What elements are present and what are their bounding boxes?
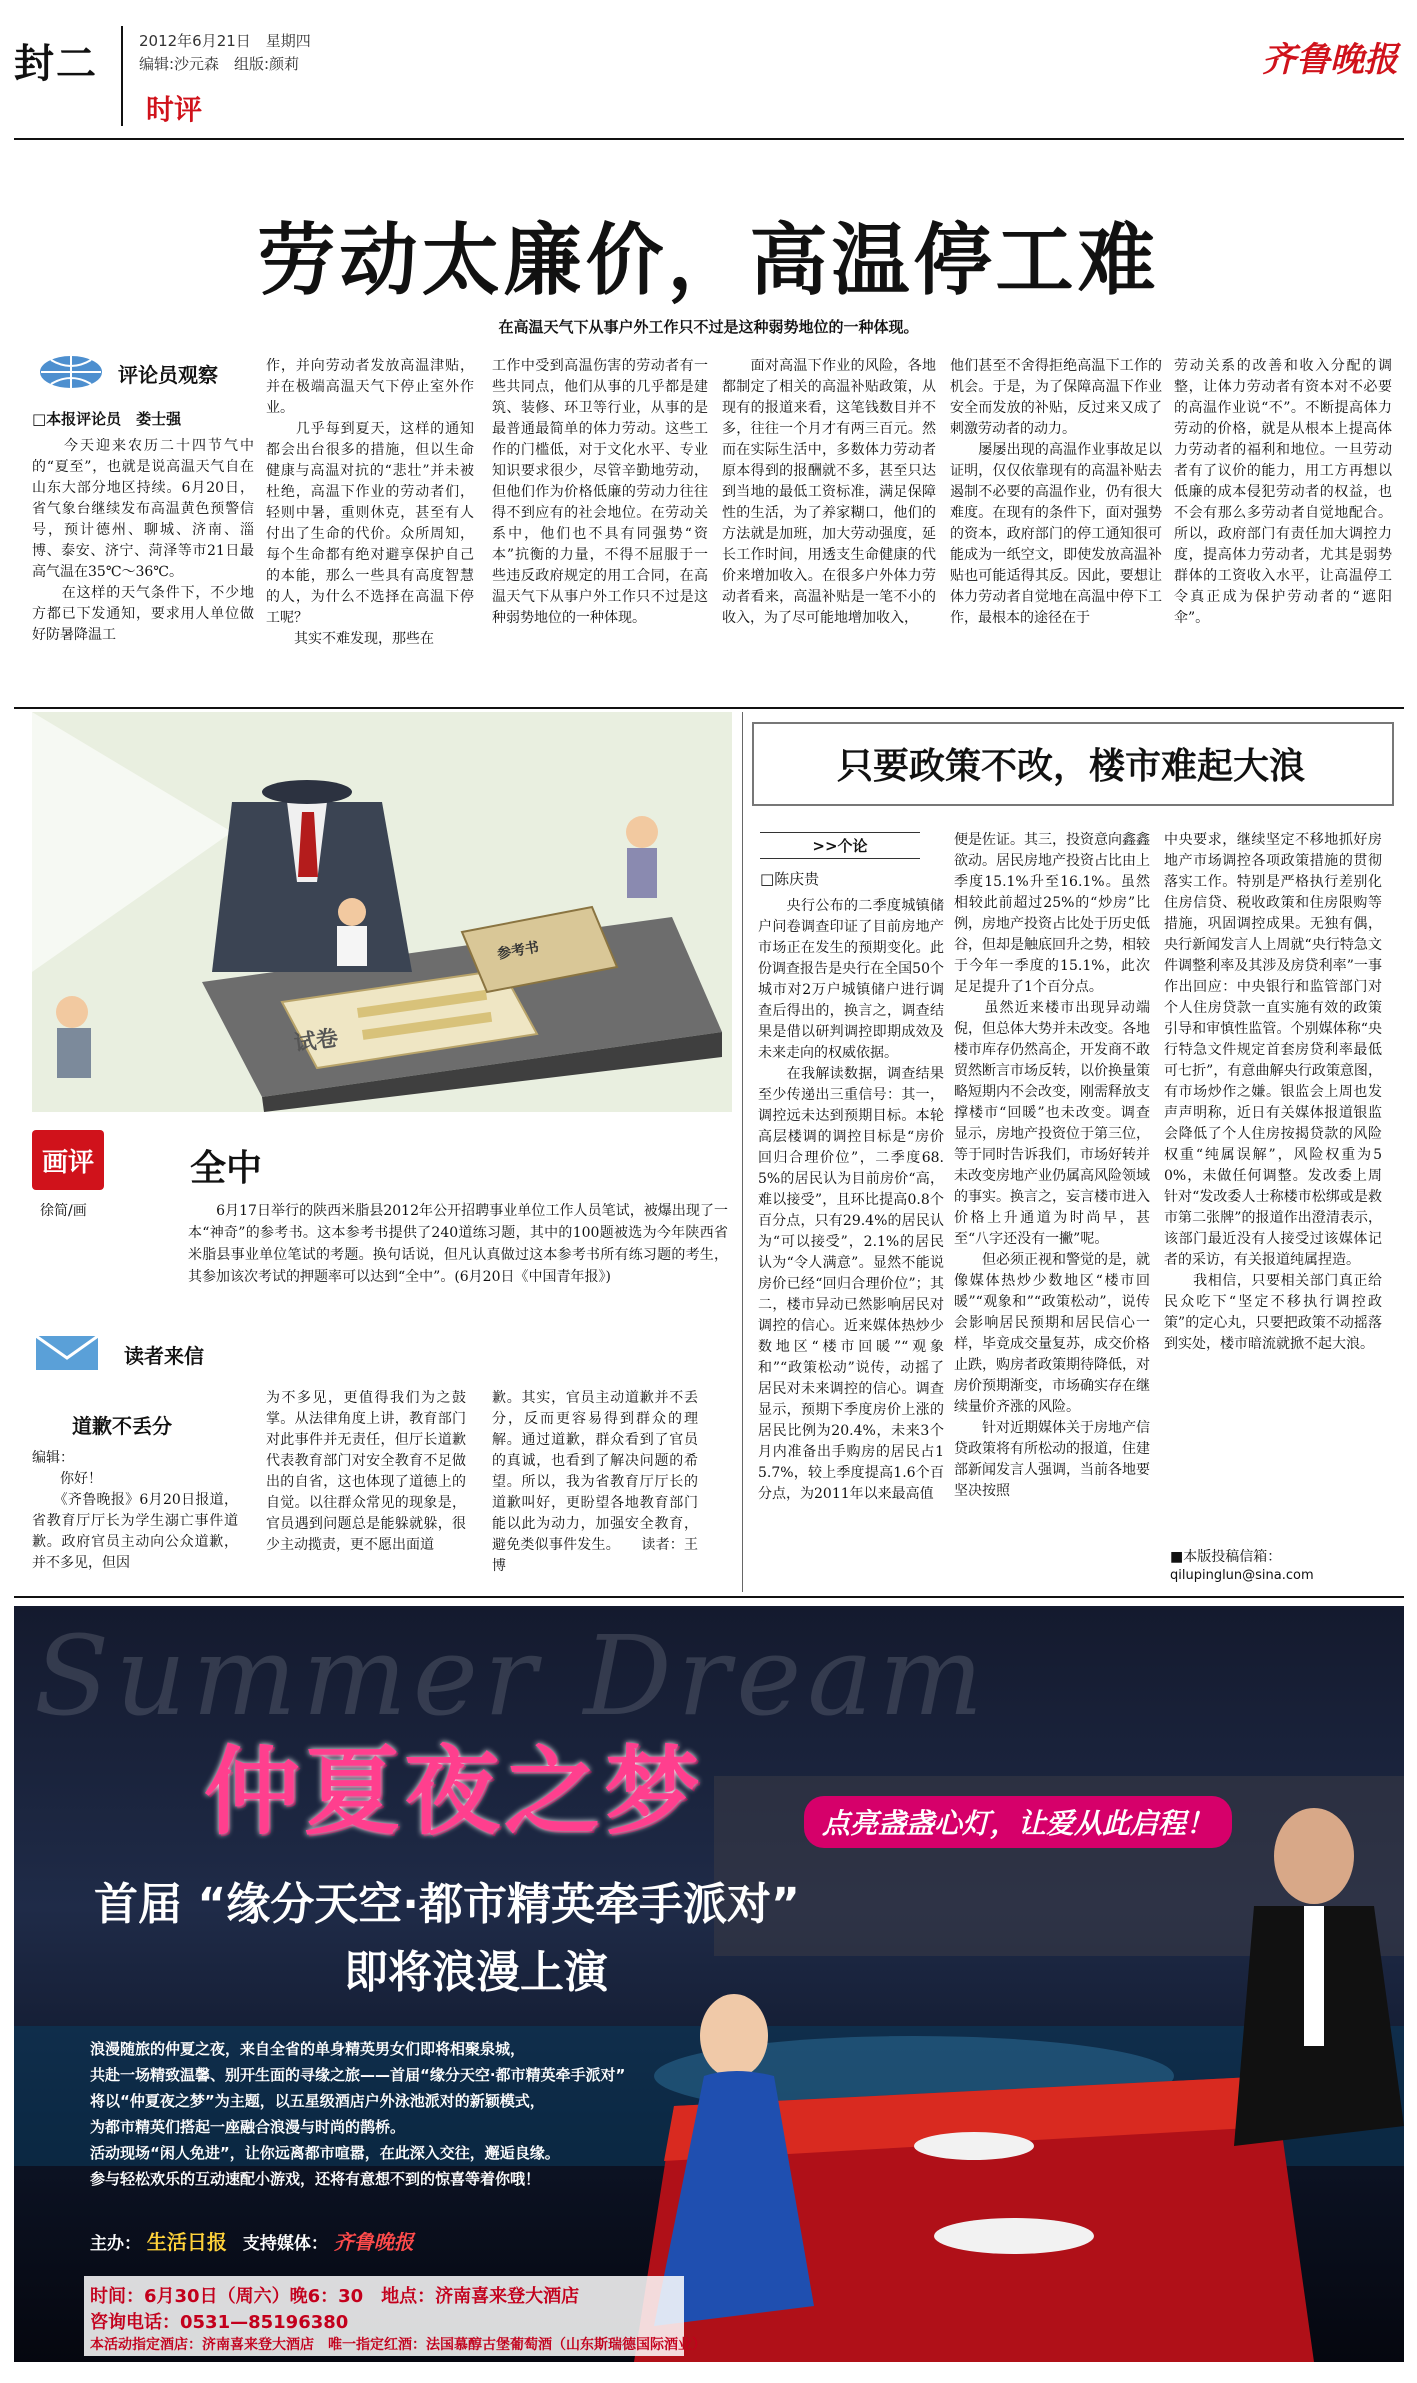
main-headline: 劳动太廉价，高温停工难	[257, 215, 1160, 306]
opinion-col-3: 中央要求，继续坚定不移地抓好房地产市场调控各项政策措施的贯彻落实工作。特别是严格执行差别化住房信贷、税收政策和住房限购等措施，巩固调控成果。无独有偶，央行新闻发言人上周就“央行特急文件调整利率及其涉及房贷利率”一事作出回应：中央银行和监管部门对个人住房贷款一直实施有效的政策引导和审慎性监管。个别媒体称“央行特急文件规定首套房贷利率最低可七折”，有意曲解央行政策意图，有市场炒作之嫌。银监会上周也发声声明称，近日有关媒体报道银监会降低了个人住房按揭贷款的风险权重“纯属误解”，风险权重为50%，未做任何调整。发改委上周针对“发改委人士称楼市松绑或是救市第二张牌”的报道作出澄清表示，该部门最近没有人接受过该媒体记者的采访，有关报道纯属捏造。 我相信，只要相关部门真正给民众吃下“坚定不移执行调控政策”的定心丸，只要把政策不动摇落到实处，楼市暗流就掀不起大浪。	[1164, 832, 1382, 1352]
commentary-col-6: 劳动关系的改善和收入分配的调整，让体力劳动者有资本对不必要的高温作业说“不”。不断提高体力劳动的价格，就是从根本上提高体力劳动者的福利和地位。一旦劳动者有了议价的能力，用工方再想以低廉的成本侵犯劳动者的权益，也不会有那么多劳动者自觉地配合。所以，政府部门有责任加大调控力度，提高体力劳动者，尤其是弱势群体的工资收入水平，让高温停工令真正成为保护劳动者的“遮阳伞”。	[1174, 358, 1392, 626]
ad-body	[90, 2036, 710, 2192]
ad-time-location: 时间：6月30日（周六）晚6：30 地点：济南喜来登大酒店	[90, 2286, 580, 2307]
letter-col-3: 歉。其实，官员主动道歉并不丢分，反而更容易得到群众的理解。通过道歉，群众看到了官员的真诚，也看到了解决问题的希望。所以，我为省教育厅厅长的道歉叫好，更盼望各地教育部门能以此为动力，加强安全教育，避免类似事件发生。 读者：王博	[492, 1390, 698, 1574]
opinion-col-2: 便是佐证。其三，投资意向鑫鑫欲动。居民房地产投资占比由上季度15.1%升至16.1%。虽然相较此前超过25%的“炒房”比例，房地产投资占比处于历史低谷，但却是触底回升之势，相较于今年一季度的15.1%，此次足足提升了1个百分点。 虽然近来楼市出现异动端倪，但总体大势并未改变。各地楼市库存仍然高企，开发商不敢贸然断言市场反转，以价换量策略短期内不会改变，刚需释放支撑楼市“回暖”也未改变。调查显示，房地产投资位于第三位，等于同时告诉我们，市场好转并未改变房地产业仍属高风险领域的事实。换言之，妄言楼市进入价格上升通道为时尚早，甚至“八字还没有一撇”呢。 但必须正视和警觉的是，就像媒体热炒少数地区“楼市回暖”“观象和”“政策松动”，说传会影响居民预期和居民信心一样，毕竟成交量复苏，成交价格止跌，购房者政策期待降低，对房价预期渐变，市场确实存在继续量价齐涨的风险。 针对近期媒体关于房地产信贷政策将有所松动的报道，住建部新闻发言人强调，当前各地要坚决按照	[954, 832, 1150, 1499]
commentary-col-3: 工作中受到高温伤害的劳动者有一些共同点，他们从事的几乎都是建筑、装修、环卫等行业，从事的是最普通最简单的体力劳动。这些工作的门槛低，对于文化水平、专业知识要求很少，尽管辛勤地劳动，但他们作为价格低廉的劳动力往往得不到应有的社会地位。在劳动关系中，他们也不具有同强势“资本”抗衡的力量，不得不屈服于一些违反政府规定的用工合同，在高温天气下从事户外工作只不过是这种弱势地位的一种体现。	[492, 358, 708, 626]
page-section-label: 封二	[14, 41, 98, 87]
globe-icon	[36, 352, 106, 392]
cartoon-text: 6月17日举行的陕西米脂县2012年公开招聘事业单位工作人员笔试，被爆出现了一本“神奇”的参考书。这本参考书提供了240道练习题，其中的100题被选为今年陕西省米脂县事业单位笔试的考题。换句话说，但凡认真做过这本参考书所有练习题的考生，其参加该次考试的押题率可以达到“全中”。(6月20日《中国青年报》)	[188, 1203, 728, 1285]
ad-body-line: 参与轻松欢乐的互动速配小游戏，还将有意想不到的惊喜等着你哦！	[90, 2170, 541, 2188]
ad-bg-script: Summer Dream	[34, 1612, 990, 1740]
envelope-icon	[32, 1330, 102, 1374]
header-divider	[121, 26, 123, 126]
advertisement	[14, 1606, 1404, 2362]
cartoon-paper-label: 试卷	[292, 1026, 340, 1057]
contact-label: ■本版投稿信箱：	[1170, 1549, 1282, 1565]
cartoon-tag	[32, 1130, 104, 1190]
commentary-col-2: 作，并向劳动者发放高温津贴，并在极端高温天气下停止室外作业。 几乎每到夏天，这样的通知都会出台很多的措施，但以生命健康与高温对抗的“悲壮”并未被杜绝，高温下作业的劳动者们，轻则中暑，重则休克，甚至有人付出了生命的代价。众所周知，每个生命都有绝对避享保护自己的本能，那么一些具有高度智慧的人，为什么不选择在高温下停工呢？ 其实不难发现，那些在	[266, 358, 474, 647]
cartoon-title: 全中	[190, 1148, 263, 1189]
ad-support-label: 支持媒体：	[242, 2234, 328, 2254]
ad-title: 仲夏夜之梦	[204, 1735, 704, 1848]
ad-sponsor-1: 生活日报	[146, 2230, 227, 2254]
letter-col-1: 编辑： 你好！ 《齐鲁晚报》6月20日报道，省教育厅厅长为学生溺亡事件道歉。政府官员主动向公众道歉，并不多见，但因	[32, 1450, 238, 1571]
ad-body-line: 活动现场“闲人免进”，让你远离都市喧嚣，在此深入交往，邂逅良缘。	[90, 2144, 560, 2162]
letter-section-tag	[32, 1330, 252, 1374]
commentary-bottom-rule	[14, 707, 1404, 709]
opinion-divider	[742, 712, 743, 1592]
letter-section-label: 读者来信	[124, 1344, 204, 1368]
ad-body-line: 共赴一场精致温馨、别开生面的寻缘之旅——首届“缘分天空·都市精英牵手派对”	[90, 2066, 626, 2084]
newspaper-logo: 齐鲁晚报	[1262, 40, 1398, 80]
commentary-tag-label: 评论员观察	[118, 363, 218, 387]
ad-hotel: 本活动指定酒店：济南喜来登大酒店 唯一指定红酒：法国慕醇古堡葡萄酒（山东斯瑞德国际酒业）	[90, 2337, 706, 2353]
commentary-byline: □本报评论员 娄士强	[32, 410, 182, 428]
letter-title: 道歉不丢分	[72, 1414, 172, 1438]
commentary-col-1: 今天迎来农历二十四节气中的“夏至”，也就是说高温天气自在山东大部分地区持续。6月20日，省气象台继续发布高温黄色预警信号，预计德州、聊城、济南、淄博、泰安、济宁、菏泽等市21日最高气温在35℃～36℃。 在这样的天气条件下，不少地方都已下发通知，要求用人单位做好防暑降温工	[32, 438, 254, 643]
opinion-title: 只要政策不改，楼市难起大浪	[836, 746, 1305, 787]
opinion-col-1: 央行公布的二季度城镇储户问卷调查印证了目前房地产市场正在发生的预期变化。此份调查报告是央行在全国50个城市对2万户城镇储户进行调查后得出的，换言之，调查结果是借以研判调控即期成效及未来走向的权威依据。 在我解读数据，调查结果至少传递出三重信号：其一，调控远未达到预期目标。本轮高层楼调的调控目标是“房价回归合理价位”，二季度68.5%的居民认为目前房价“高，难以接受”，且环比提高0.8个百分点，只有29.4%的居民认为“可以接受”，2.1%的居民认为“令人满意”。显然不能说房价已经“回归合理价位”；其二，楼市异动已然影响居民对调控的信心。近来媒体热炒少数地区“楼市回暖”“观象和”“政策松动”说传，动摇了居民对未来调控的信心。调查显示，预期下季度房价上涨的居民比例为20.4%，未来3个月内准备出手购房的居民占15.7%，较上季度提高1.6个百分点，为2011年以来最高值	[758, 898, 944, 1502]
ad-sponsor-label: 主办：	[90, 2234, 141, 2254]
cartoon-book-label: 参考书	[496, 939, 541, 963]
contact-email[interactable]: qilupinglun@sina.com	[1170, 1568, 1314, 1583]
header-rule	[14, 138, 1404, 140]
ad-body-line: 将以“仲夏夜之梦”为主题，以五星级酒店户外泳池派对的新颖模式，	[90, 2092, 545, 2110]
ad-sponsor-2: 齐鲁晚报	[333, 2230, 414, 2254]
ad-headline-2: 即将浪漫上演	[344, 1947, 608, 1998]
ad-body-line: 为都市精英们搭起一座融合浪漫与时尚的鹊桥。	[90, 2118, 406, 2136]
headline-subtitle: 在高温天气下从事户外工作只不过是这种弱势地位的一种体现。	[498, 318, 919, 336]
cartoon-tag-label: 画评	[41, 1148, 94, 1178]
page-bottom-rule	[14, 1596, 1404, 1598]
cartoon-credit: 徐简/画	[40, 1203, 87, 1219]
ad-sponsors	[90, 2226, 414, 2255]
ad-headline-1: 首届 “缘分天空·都市精英牵手派对”	[94, 1879, 800, 1930]
ad-slogan: 点亮盏盏心灯，让爱从此启程！	[804, 1796, 1232, 1848]
letter-col-2: 为不多见，更值得我们为之鼓掌。从法律角度上讲，教育部门对此事件并无责任，但厅长道歉代表教育部门对安全教育不足做出的自省，这也体现了道德上的自觉。以往群众常见的现象是，官员遇到问题总是能躲就躲，很少主动揽责，更不愿出面道	[266, 1390, 466, 1553]
opinion-tag: >>个论	[760, 832, 920, 859]
editors-line: 编辑:沙元森 组版:颜莉	[139, 55, 300, 73]
commentary-col-5: 他们甚至不舍得拒绝高温下工作的机会。于是，为了保障高温下作业安全而发放的补贴，反过来又成了刺激劳动者的动力。 屡屡出现的高温作业事故足以证明，仅仅依靠现有的高温补贴去遏制不必要的高温作业，仍有很大难度。在现有的条件下，面对强势的资本，政府部门的停工通知很可能成为一纸空文，即使发放高温补贴也可能适得其反。因此，要想让体力劳动者自觉地在高温中停下工作，最根本的途径在于	[950, 358, 1162, 626]
column-label: 时评	[146, 93, 203, 126]
commentary-col-4: 面对高温下作业的风险，各地都制定了相关的高温补贴政策，从现有的报道来看，这笔钱数目并不多，往往一个月才有两三百元。然而在实际生活中，多数体力劳动者原本得到的报酬就不多，甚至只达到当地的最低工资标准，满足保障性的生活，为了养家糊口，他们的方法就是加班，加大劳动强度，延长工作时间，用透支生命健康的代价来增加收入。在很多户外体力劳动者看来，高温补贴是一笔不小的收入，为了尽可能地增加收入，	[722, 358, 936, 626]
ad-phone[interactable]: 咨询电话：0531—85196380	[90, 2312, 349, 2333]
issue-date: 2012年6月21日 星期四	[139, 32, 311, 50]
ad-body-line: 浪漫随旅的仲夏之夜，来自全省的单身精英男女们即将相聚泉城，	[90, 2040, 526, 2058]
cartoon-illustration	[32, 712, 732, 1112]
opinion-byline: □陈庆贵	[760, 870, 820, 888]
commentary-tag	[36, 352, 251, 392]
